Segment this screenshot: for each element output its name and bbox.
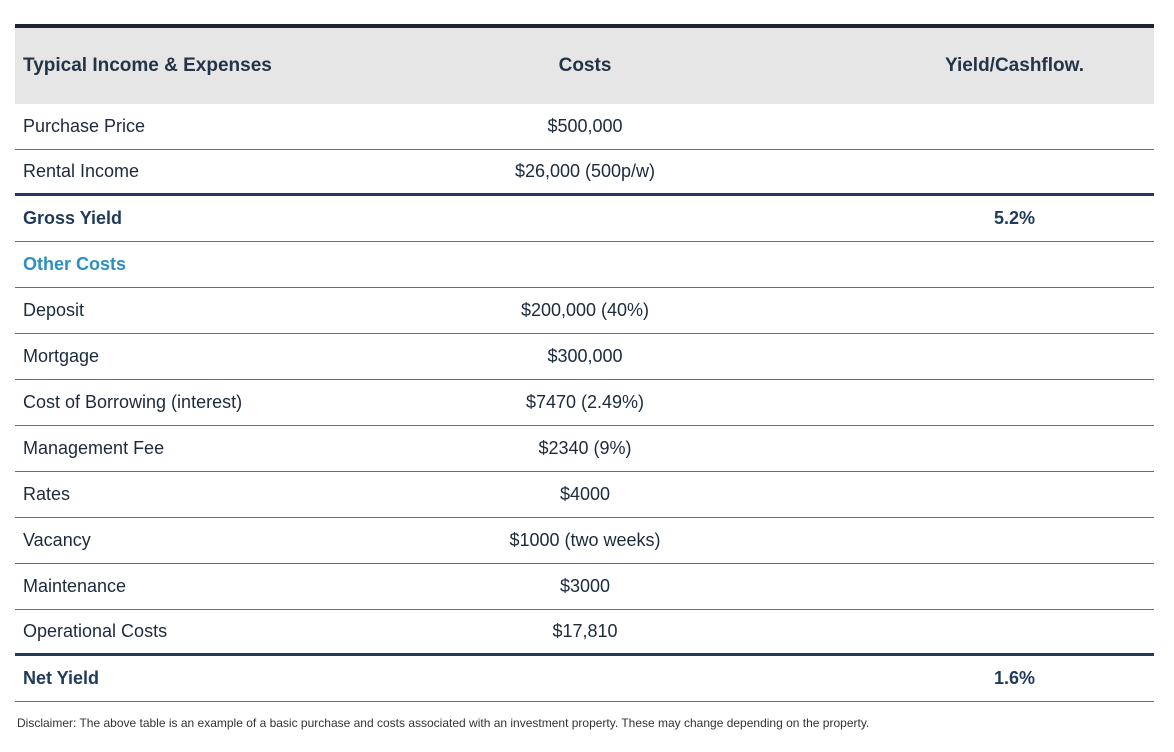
- row-label: Gross Yield: [23, 208, 123, 228]
- row-label: Maintenance: [23, 576, 127, 596]
- row-label: Deposit: [23, 300, 85, 320]
- row-label: Mortgage: [23, 346, 100, 366]
- row-cost: $500,000: [547, 116, 623, 136]
- row-label: Rental Income: [23, 161, 140, 181]
- income-expense-table: [15, 24, 1154, 702]
- row-label: Operational Costs: [23, 621, 168, 641]
- row-label: Rates: [23, 484, 71, 504]
- table-row: [15, 472, 1154, 518]
- row-cost: $17,810: [552, 621, 618, 641]
- table-header: [15, 28, 1154, 104]
- row-cost: $4000: [559, 484, 611, 504]
- table-row: [15, 150, 1154, 196]
- row-label: Other Costs: [23, 254, 127, 274]
- table-row: [15, 380, 1154, 426]
- disclaimer-text: Disclaimer: The above table is an example of a basic purchase and costs associated with an investment property. These may change depending on the property.: [17, 716, 870, 730]
- row-cost: $2340 (9%): [538, 438, 632, 458]
- row-cost: $200,000 (40%): [520, 300, 650, 320]
- header-yield: Yield/Cashflow.: [944, 55, 1084, 76]
- table-row: [15, 564, 1154, 610]
- table-row: [15, 288, 1154, 334]
- table-row: [15, 196, 1154, 242]
- table-row: [15, 518, 1154, 564]
- row-label: Net Yield: [23, 668, 100, 688]
- table-row: [15, 334, 1154, 380]
- table-row: [15, 656, 1154, 702]
- row-cost: $26,000 (500p/w): [514, 161, 656, 181]
- header-item: Typical Income & Expenses: [23, 55, 272, 76]
- header-costs: Costs: [558, 55, 612, 76]
- table-row: [15, 426, 1154, 472]
- row-cost: $300,000: [547, 346, 623, 366]
- table-row: [15, 242, 1154, 288]
- row-label: Vacancy: [23, 530, 91, 550]
- row-cost: $1000 (two weeks): [509, 530, 661, 550]
- row-cost: $7470 (2.49%): [525, 392, 645, 412]
- row-label: Management Fee: [23, 438, 165, 458]
- table-row: [15, 104, 1154, 150]
- row-label: Cost of Borrowing (interest): [23, 392, 243, 412]
- row-yield: 1.6%: [993, 668, 1036, 688]
- row-yield: 5.2%: [993, 208, 1036, 228]
- row-cost: $3000: [559, 576, 611, 596]
- table-row: [15, 610, 1154, 656]
- row-label: Purchase Price: [23, 116, 146, 136]
